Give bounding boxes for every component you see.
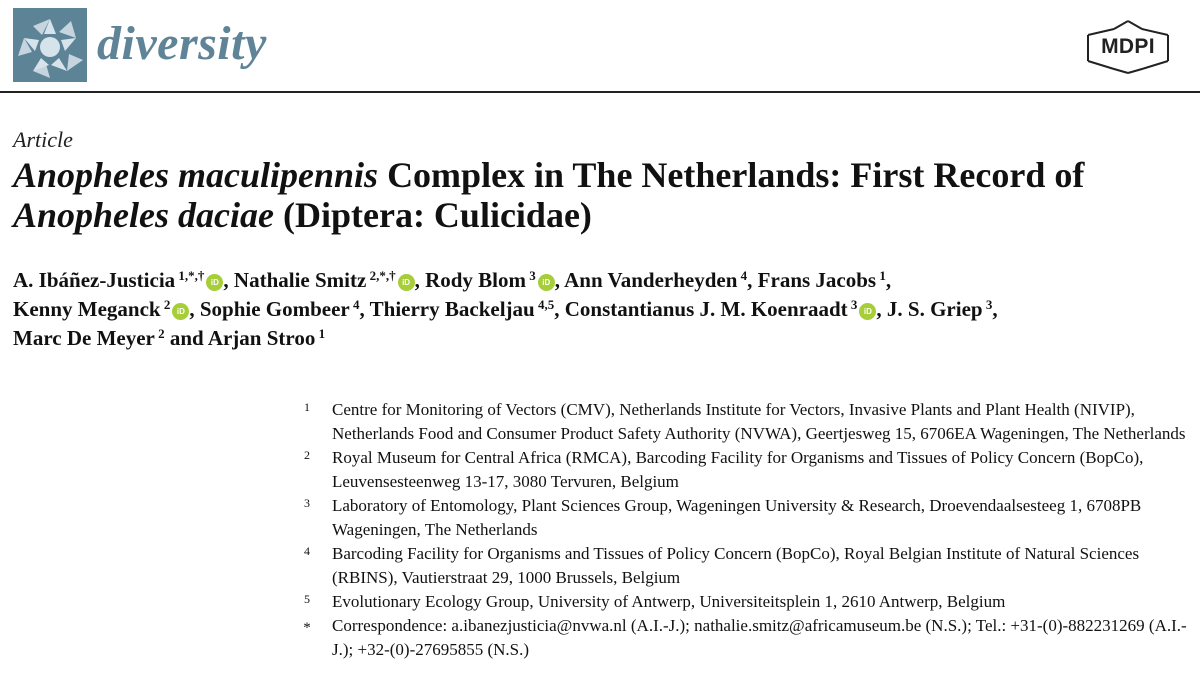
orcid-icon[interactable]: iD bbox=[859, 303, 876, 320]
author-name: Arjan Stroo bbox=[207, 326, 316, 350]
orcid-icon[interactable]: iD bbox=[206, 274, 223, 291]
affiliation-list bbox=[300, 398, 1190, 662]
affiliation-number: 5 bbox=[304, 592, 310, 606]
author-name: Marc De Meyer bbox=[13, 326, 155, 350]
title-species-2: Anopheles daciae bbox=[13, 195, 274, 235]
author-affiliation-marker: 2,*,† bbox=[369, 268, 396, 283]
author-separator: , bbox=[885, 268, 892, 292]
author-list bbox=[13, 266, 1188, 353]
affiliation-item bbox=[300, 494, 1190, 542]
article-type-label: Article bbox=[13, 127, 73, 152]
diversity-star-logo-icon bbox=[13, 8, 87, 82]
author-affiliation-marker: 3 bbox=[985, 297, 993, 312]
author-affiliation-marker: 1,*,† bbox=[178, 268, 205, 283]
author-name: Constantianus J. M. Koenraadt bbox=[564, 297, 848, 321]
mdpi-hexagon-logo-icon bbox=[1080, 19, 1176, 74]
author-name: Kenny Meganck bbox=[13, 297, 161, 321]
affiliation-text: Centre for Monitoring of Vectors (CMV), Netherlands Institute for Vectors, Invasive Plants and Plant Health (NIVIP), Netherlands Food and Consumer Product Safety Authority (NVWA), Geertjesweg 15, 6706EA Wageningen, The Netherlands bbox=[332, 400, 1186, 443]
author-affiliation-marker: 4,5 bbox=[537, 297, 555, 312]
author-name: Frans Jacobs bbox=[757, 268, 877, 292]
author-affiliation-marker: 2 bbox=[163, 297, 171, 312]
affiliation-item bbox=[300, 542, 1190, 590]
affiliation-text: Laboratory of Entomology, Plant Sciences Group, Wageningen University & Research, Droevendaalsesteeg 1, 6708PB Wageningen, The Netherlands bbox=[332, 496, 1142, 539]
author bbox=[13, 326, 208, 350]
title-text-2: (Diptera: Culicidae) bbox=[273, 195, 592, 235]
author-separator: , bbox=[359, 297, 370, 321]
affiliation-text: Evolutionary Ecology Group, University of Antwerp, Universiteitsplein 1, 2610 Antwerp, Belgium bbox=[332, 592, 1006, 611]
affiliation-number: 3 bbox=[304, 496, 310, 510]
author bbox=[370, 297, 565, 321]
author-affiliation-marker: 1 bbox=[318, 326, 326, 341]
publisher-name: MDPI bbox=[1101, 35, 1155, 58]
correspondence-marker: * bbox=[303, 620, 311, 636]
article-title bbox=[13, 155, 1173, 235]
orcid-icon[interactable]: iD bbox=[172, 303, 189, 320]
author-separator: , bbox=[554, 268, 565, 292]
affiliation-item bbox=[300, 590, 1190, 614]
author bbox=[234, 268, 425, 292]
author bbox=[887, 297, 998, 321]
affiliation-text: Royal Museum for Central Africa (RMCA), Barcoding Facility for Organisms and Tissues of Policy Concern (BopCo), Leuvensesteenweg 13-17, 3080 Tervuren, Belgium bbox=[332, 448, 1144, 491]
author-name: Rody Blom bbox=[425, 268, 527, 292]
author-affiliation-marker: 3 bbox=[850, 297, 858, 312]
affiliation-number: 2 bbox=[304, 448, 310, 462]
journal-header bbox=[0, 0, 1200, 92]
orcid-icon[interactable]: iD bbox=[398, 274, 415, 291]
author-separator: , bbox=[876, 297, 887, 321]
journal-name: diversity bbox=[97, 17, 267, 70]
title-species-1: Anopheles maculipennis bbox=[13, 155, 379, 195]
author-affiliation-marker: 2 bbox=[158, 326, 165, 341]
author-name: Nathalie Smitz bbox=[233, 268, 367, 292]
author-separator: and bbox=[164, 326, 208, 350]
author bbox=[13, 268, 234, 292]
author bbox=[200, 297, 370, 321]
affiliation-text: Barcoding Facility for Organisms and Tissues of Policy Concern (BopCo), Royal Belgian Institute of Natural Sciences (RBINS), Vautierstraat 29, 1000 Brussels, Belgium bbox=[332, 544, 1140, 587]
affiliation-item bbox=[300, 446, 1190, 494]
correspondence-text[interactable]: Correspondence: a.ibanezjusticia@nvwa.nl (A.I.-J.); nathalie.smitz@africamuseum.be (N.S.); Tel.: +31-(0)-882231269 (A.I.-J.); +32-(0)-27695855 (N.S.) bbox=[332, 616, 1187, 659]
author bbox=[13, 297, 200, 321]
orcid-icon[interactable]: iD bbox=[538, 274, 555, 291]
author-affiliation-marker: 1 bbox=[879, 268, 886, 283]
author-name: Sophie Gombeer bbox=[199, 297, 350, 321]
affiliation-number: 4 bbox=[304, 544, 310, 558]
author-name: A. Ibáñez-Justicia bbox=[13, 268, 176, 292]
author-name: Ann Vanderheyden bbox=[564, 268, 738, 292]
author-name: Thierry Backeljau bbox=[369, 297, 535, 321]
header-divider bbox=[0, 91, 1200, 93]
author-separator: , bbox=[554, 297, 565, 321]
author-name: J. S. Griep bbox=[886, 297, 983, 321]
author-affiliation-marker: 4 bbox=[353, 297, 360, 312]
author-separator: , bbox=[189, 297, 200, 321]
author-affiliation-marker: 3 bbox=[529, 268, 536, 283]
author bbox=[208, 326, 325, 350]
author-separator: , bbox=[747, 268, 758, 292]
title-text-1: Complex in The Netherlands: First Record of bbox=[378, 155, 1085, 195]
author-separator: , bbox=[992, 297, 998, 321]
author bbox=[565, 297, 887, 321]
affiliation-number: 1 bbox=[304, 400, 310, 414]
affiliation-item bbox=[300, 398, 1190, 446]
author bbox=[758, 268, 891, 292]
correspondence-item bbox=[300, 614, 1190, 662]
author-separator: , bbox=[414, 268, 426, 292]
author-separator: , bbox=[223, 268, 234, 292]
author bbox=[564, 268, 758, 292]
author-affiliation-marker: 4 bbox=[740, 268, 748, 283]
author bbox=[425, 268, 564, 292]
